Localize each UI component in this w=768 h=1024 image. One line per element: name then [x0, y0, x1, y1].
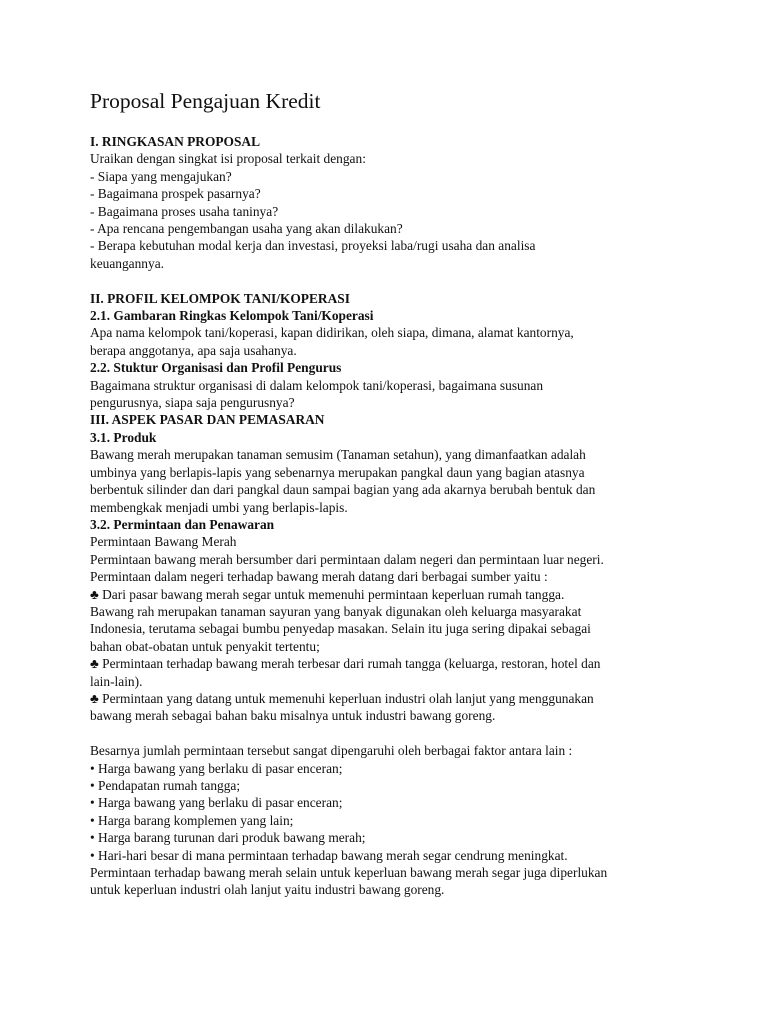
- section-1-item-continued: keuangannya.: [90, 255, 164, 271]
- subsection-3-2-text: ♣ Permintaan yang datang untuk memenuhi keperluan industri olah lanjut yang menggunakan: [90, 690, 594, 706]
- subsection-3-2-text: Permintaan Bawang Merah: [90, 534, 237, 550]
- blank-line: [90, 272, 690, 289]
- subsection-3-2-text: lain-lain).: [90, 673, 143, 689]
- section-1-item: - Apa rencana pengembangan usaha yang akan dilakukan?: [90, 221, 403, 237]
- factor-item: • Harga barang turunan dari produk bawang merah;: [90, 830, 366, 846]
- subsection-3-2-text: bahan obat-obatan untuk penyakit tertentu;: [90, 638, 320, 654]
- subsection-3-2-text: Permintaan dalam negeri terhadap bawang merah datang dari berbagai sumber yaitu :: [90, 569, 548, 585]
- document-body: [90, 88, 690, 899]
- subsection-2-1-heading: 2.1. Gambaran Ringkas Kelompok Tani/Koperasi: [90, 308, 374, 324]
- subsection-3-2-text: ♣ Dari pasar bawang merah segar untuk memenuhi permintaan keperluan rumah tangga.: [90, 586, 565, 602]
- section-1-item: - Berapa kebutuhan modal kerja dan investasi, proyeksi laba/rugi usaha dan analisa: [90, 238, 536, 254]
- factor-item: • Pendapatan rumah tangga;: [90, 778, 241, 793]
- factor-item: • Harga bawang yang berlaku di pasar enceran;: [90, 795, 343, 811]
- section-1-item: - Bagaimana proses usaha taninya?: [90, 203, 279, 219]
- factor-item: • Hari-hari besar di mana permintaan terhadap bawang merah segar cendrung meningkat.: [90, 847, 568, 863]
- factor-item: • Harga bawang yang berlaku di pasar enceran;: [90, 760, 343, 776]
- subsection-3-1-text: umbinya yang berlapis-lapis yang sebenarnya merupakan pangkal daun yang bagian atasnya: [90, 464, 585, 480]
- closing-text: untuk keperluan industri olah lanjut yaitu industri bawang goreng.: [90, 882, 445, 898]
- document-title: Proposal Pengajuan Kredit: [90, 89, 321, 113]
- section-3-heading: III. ASPEK PASAR DAN PEMASARAN: [90, 412, 325, 428]
- subsection-3-2-text: bawang merah sebagai bahan baku misalnya untuk industri bawang goreng.: [90, 708, 496, 724]
- subsection-2-2-text: pengurusnya, siapa saja pengurusnya?: [90, 395, 295, 411]
- section-2-heading: II. PROFIL KELOMPOK TANI/KOPERASI: [90, 290, 350, 306]
- subsection-3-2-text: Indonesia, terutama sebagai bumbu penyedap masakan. Selain itu juga sering dipakai sebagai: [90, 621, 591, 637]
- subsection-3-2-text: Bawang rah merupakan tanaman sayuran yang banyak digunakan oleh keluarga masyarakat: [90, 603, 582, 619]
- blank-line: [90, 725, 690, 742]
- section-1-intro: Uraikan dengan singkat isi proposal terkait dengan:: [90, 151, 366, 167]
- subsection-3-2-heading: 3.2. Permintaan dan Penawaran: [90, 516, 275, 532]
- factor-item: • Harga barang komplemen yang lain;: [90, 812, 294, 828]
- subsection-3-1-text: membengkak menjadi umbi yang berlapis-lapis.: [90, 499, 348, 515]
- subsection-3-1-text: Bawang merah merupakan tanaman semusim (Tanaman setahun), yang dimanfaatkan adalah: [90, 447, 586, 463]
- closing-text: Permintaan terhadap bawang merah selain untuk keperluan bawang merah segar juga diperlukan: [90, 865, 608, 881]
- section-1-item: - Bagaimana prospek pasarnya?: [90, 186, 261, 202]
- subsection-2-1-text: Apa nama kelompok tani/koperasi, kapan didirikan, oleh siapa, dimana, alamat kantornya,: [90, 325, 574, 341]
- section-1-heading: I. RINGKASAN PROPOSAL: [90, 134, 261, 149]
- subsection-2-2-heading: 2.2. Stuktur Organisasi dan Profil Pengurus: [90, 360, 342, 376]
- subsection-3-2-text: Permintaan bawang merah bersumber dari permintaan dalam negeri dan permintaan luar negeri.: [90, 551, 604, 567]
- subsection-3-2-text: ♣ Permintaan terhadap bawang merah terbesar dari rumah tangga (keluarga, restoran, hotel dan: [90, 656, 601, 672]
- section-1-item: - Siapa yang mengajukan?: [90, 168, 232, 184]
- subsection-2-1-text: berapa anggotanya, apa saja usahanya.: [90, 342, 297, 358]
- subsection-2-2-text: Bagaimana struktur organisasi di dalam kelompok tani/koperasi, bagaimana susunan: [90, 377, 544, 393]
- factors-intro: Besarnya jumlah permintaan tersebut sangat dipengaruhi oleh berbagai faktor antara lain :: [90, 743, 573, 759]
- subsection-3-1-heading: 3.1. Produk: [90, 429, 157, 445]
- subsection-3-1-text: berbentuk silinder dan dari pangkal daun sampai bagian yang ada akarnya berubah bentuk dan: [90, 482, 596, 498]
